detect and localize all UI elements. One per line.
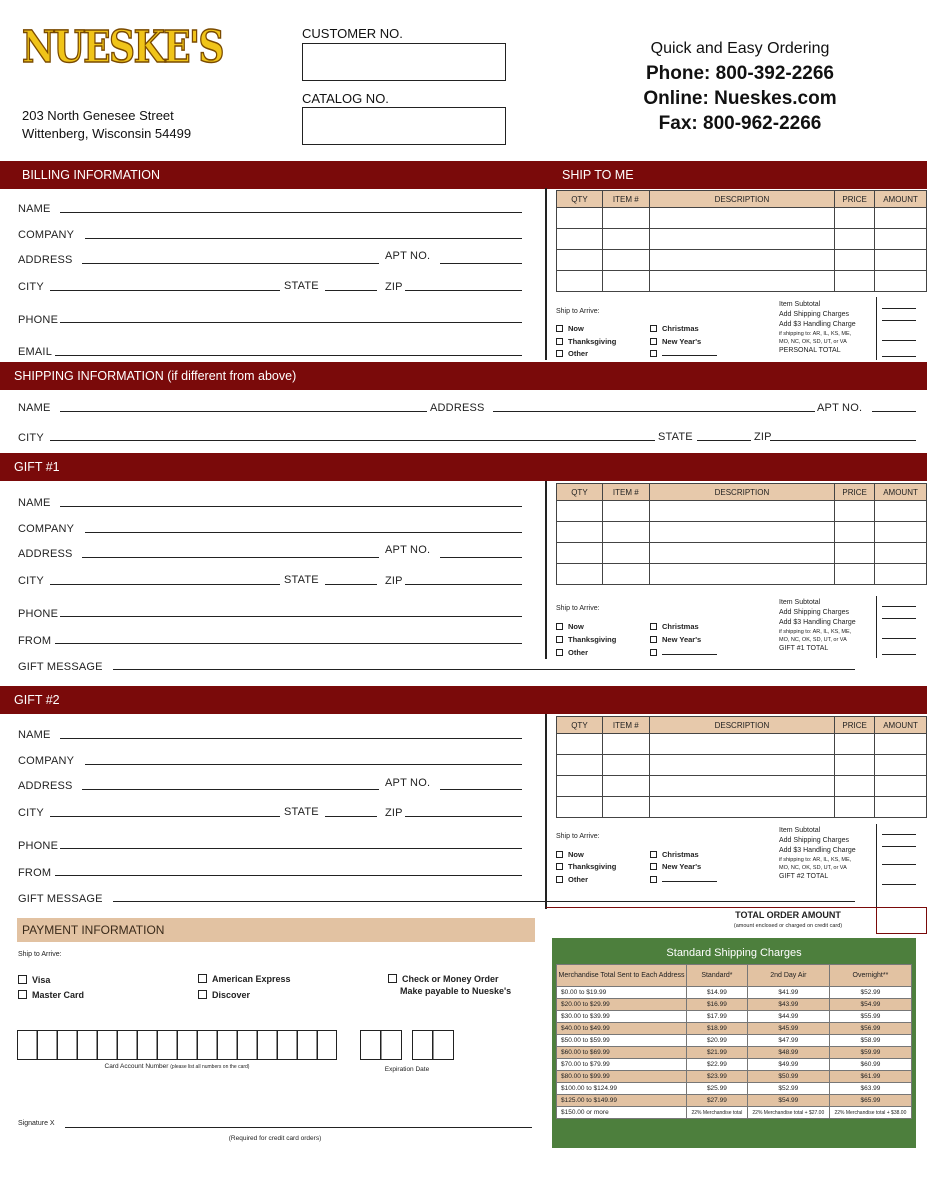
- gift1-zip-label: ZIP: [385, 575, 403, 587]
- thanksgiving-checkbox-1[interactable]: Thanksgiving: [556, 337, 616, 346]
- gift2-total-field[interactable]: [882, 884, 916, 885]
- newyear-checkbox-1[interactable]: New Year's: [650, 337, 701, 346]
- gift1-apt-field[interactable]: [440, 557, 522, 558]
- mastercard-checkbox[interactable]: Master Card: [18, 990, 84, 1000]
- subtotal-field-1[interactable]: [882, 308, 916, 309]
- signature-note: (Required for credit card orders): [228, 1135, 322, 1142]
- shipping-charges-table: Merchandise Total Sent to Each Address Standard* 2nd Day Air Overnight** $0.00 to $19.99 $14.99 $41.99 $52.99 $20.00 to $29.99 $16.99 $43.99 $54.99 $30.00 to $39.99 $17.99 $44.99 $55.99 $40.00 to $49.99 $18.99 $45.99 $56.99 $50.00 to $59.99 $20.99 $47.99 $58.99 $60.00 to $69.99 $21.99 $48.99 $59.99 $70.00 to $79.99 $22.99 $49.99 $60.99 $80.00 to $99.99 $23.99 $50.99 $61.99 $100.00 to $124.99 $25.99 $52.99 $63.99 $125.00 to $149.99 $27.99 $54.99 $65.99 $150.00 or more 22% Merchandise total 22% Merchandise total + $27.00 22% Merchandise total + $38.00: [556, 964, 912, 1119]
- gift2-phone-field[interactable]: [60, 848, 522, 849]
- billing-company-field[interactable]: [85, 238, 522, 239]
- card-number-label: Card Account Number (please list all numbers on the card): [104, 1063, 250, 1070]
- ship-apt-field[interactable]: [872, 411, 916, 412]
- order-table-gift2[interactable]: QTY ITEM # DESCRIPTION PRICE AMOUNT: [556, 716, 927, 818]
- ship-city-label: CITY: [18, 432, 44, 444]
- gift1-company-field[interactable]: [85, 532, 522, 533]
- gift2-company-label: COMPANY: [18, 755, 75, 767]
- billing-apt-field[interactable]: [440, 263, 522, 264]
- gift1-name-field[interactable]: [60, 506, 522, 507]
- ship-state-label: STATE: [658, 431, 693, 443]
- billing-zip-field[interactable]: [405, 290, 522, 291]
- shipping-row: $40.00 to $49.99 $18.99 $45.99 $56.99: [557, 1023, 912, 1035]
- thanksgiving-checkbox-2[interactable]: Thanksgiving: [556, 635, 616, 644]
- gift2-bar: GIFT #2: [0, 686, 927, 714]
- shipping-field-3[interactable]: [882, 846, 916, 847]
- billing-address-field[interactable]: [82, 263, 379, 264]
- gift1-address-label: ADDRESS: [18, 548, 73, 560]
- shipping-charges-panel: [552, 938, 916, 1148]
- billing-email-label: EMAIL: [18, 346, 53, 358]
- gift1-from-field[interactable]: [55, 643, 522, 644]
- billing-phone-field[interactable]: [60, 322, 522, 323]
- gift1-total-field[interactable]: [882, 654, 916, 655]
- gift2-state-field[interactable]: [325, 816, 377, 817]
- personal-total-field[interactable]: [882, 356, 916, 357]
- shipping-field-2[interactable]: [882, 618, 916, 619]
- shipping-charges-title: Standard Shipping Charges: [666, 947, 802, 959]
- ship-zip-label: ZIP: [754, 431, 772, 443]
- shipping-bar: SHIPPING INFORMATION (if different from above): [0, 362, 927, 390]
- billing-apt-label: APT NO.: [385, 250, 431, 262]
- fax-line: Fax: 800-962-2266: [658, 113, 822, 134]
- ship-arrive-3: Ship to Arrive:: [556, 833, 600, 840]
- handling-field-1[interactable]: [882, 340, 916, 341]
- totals-divider-2: [876, 596, 877, 658]
- date-checkbox-3[interactable]: [650, 875, 717, 884]
- gift2-from-label: FROM: [18, 867, 52, 879]
- customer-no-label: CUSTOMER NO.: [302, 26, 403, 41]
- other-checkbox-1[interactable]: Other: [556, 349, 588, 358]
- phone-line: Phone: 800-392-2266: [646, 63, 834, 84]
- gift2-zip-field[interactable]: [405, 816, 522, 817]
- gift2-city-field[interactable]: [50, 816, 280, 817]
- payment-header: PAYMENT INFORMATION: [17, 918, 535, 942]
- totals-divider-3: [876, 824, 877, 908]
- gift1-phone-label: PHONE: [18, 608, 59, 620]
- exp-year-boxes[interactable]: [412, 1030, 454, 1060]
- customer-no-field[interactable]: [302, 43, 506, 81]
- online-line: Online: Nueskes.com: [643, 88, 837, 109]
- gift2-name-field[interactable]: [60, 738, 522, 739]
- christmas-checkbox-1[interactable]: Christmas: [650, 324, 699, 333]
- now-checkbox-3[interactable]: Now: [556, 850, 584, 859]
- signature-label: Signature X: [18, 1120, 55, 1127]
- street-address: 203 North Genesee Street: [22, 108, 174, 123]
- totals-gift2: Item Subtotal Add Shipping Charges Add $3 Handling Charge if shipping to: AR, IL, KS, ME, MO, NC, OK, SD, UT, or VA GIFT #2 TOTAL: [779, 827, 856, 880]
- ship-name-label: NAME: [18, 402, 51, 414]
- ship-zip-field[interactable]: [770, 440, 916, 441]
- date-checkbox-2[interactable]: [650, 648, 717, 657]
- billing-bar: BILLING INFORMATION SHIP TO ME: [0, 161, 927, 189]
- total-order-rule: [546, 907, 876, 908]
- gift1-zip-field[interactable]: [405, 584, 522, 585]
- shipping-row: $30.00 to $39.99 $17.99 $44.99 $55.99: [557, 1011, 912, 1023]
- handling-field-3[interactable]: [882, 864, 916, 865]
- exp-label: Expiration Date: [384, 1066, 430, 1073]
- gift1-apt-label: APT NO.: [385, 544, 431, 556]
- gift1-bar: GIFT #1: [0, 453, 927, 481]
- billing-zip-label: ZIP: [385, 281, 403, 293]
- gift2-apt-field[interactable]: [440, 789, 522, 790]
- subtotal-field-2[interactable]: [882, 606, 916, 607]
- shipping-row: $100.00 to $124.99 $25.99 $52.99 $63.99: [557, 1083, 912, 1095]
- payment-ship-arrive: Ship to Arrive:: [18, 951, 62, 958]
- other-checkbox-2[interactable]: Other: [556, 648, 588, 657]
- ship-name-field[interactable]: [60, 411, 427, 412]
- shipping-row: $125.00 to $149.99 $27.99 $54.99 $65.99: [557, 1095, 912, 1107]
- christmas-checkbox-2[interactable]: Christmas: [650, 622, 699, 631]
- handling-field-2[interactable]: [882, 638, 916, 639]
- gift2-name-label: NAME: [18, 729, 51, 741]
- thanksgiving-checkbox-3[interactable]: Thanksgiving: [556, 862, 616, 871]
- gift1-address-field[interactable]: [82, 557, 379, 558]
- divider-2: [545, 481, 547, 659]
- exp-month-boxes[interactable]: [360, 1030, 402, 1060]
- shipping-row: $150.00 or more 22% Merchandise total 22% Merchandise total + $27.00 22% Merchandise total + $38.00: [557, 1107, 912, 1119]
- billing-city-label: CITY: [18, 281, 44, 293]
- totals-personal: Item Subtotal Add Shipping Charges Add $3 Handling Charge if shipping to: AR, IL, KS, ME, MO, NC, OK, SD, UT, or VA PERSONAL TOTAL: [779, 301, 856, 354]
- billing-address-label: ADDRESS: [18, 254, 73, 266]
- subtotal-field-3[interactable]: [882, 834, 916, 835]
- card-number-boxes[interactable]: [17, 1030, 337, 1060]
- divider-3: [545, 714, 547, 909]
- billing-name-label: NAME: [18, 203, 51, 215]
- divider-1: [545, 188, 547, 360]
- ship-state-field[interactable]: [697, 440, 751, 441]
- nueskes-logo: NUESKE'S: [22, 22, 223, 73]
- now-checkbox-1[interactable]: Now: [556, 324, 584, 333]
- ship-arrive-1: Ship to Arrive:: [556, 308, 600, 315]
- total-order-note: (amount enclosed or charged on credit card): [733, 923, 843, 929]
- gift1-state-label: STATE: [284, 574, 319, 586]
- billing-state-label: STATE: [284, 280, 319, 292]
- ship-apt-label: APT NO.: [817, 402, 863, 414]
- shipping-row: $80.00 to $99.99 $23.99 $50.99 $61.99: [557, 1071, 912, 1083]
- order-table-gift1[interactable]: QTY ITEM # DESCRIPTION PRICE AMOUNT: [556, 483, 927, 585]
- catalog-no-label: CATALOG NO.: [302, 91, 389, 106]
- ship-address-label: ADDRESS: [430, 402, 485, 414]
- gift2-city-label: CITY: [18, 807, 44, 819]
- shipping-row: $70.00 to $79.99 $22.99 $49.99 $60.99: [557, 1059, 912, 1071]
- gift2-address-field[interactable]: [82, 789, 379, 790]
- totals-gift1: Item Subtotal Add Shipping Charges Add $3 Handling Charge if shipping to: AR, IL, KS, ME, MO, NC, OK, SD, UT, or VA GIFT #1 TOTAL: [779, 599, 856, 652]
- ordering-title: Quick and Easy Ordering: [650, 40, 830, 57]
- gift1-city-field[interactable]: [50, 584, 280, 585]
- gift2-phone-label: PHONE: [18, 840, 59, 852]
- gift1-phone-field[interactable]: [60, 616, 522, 617]
- shipping-row: $50.00 to $59.99 $20.99 $47.99 $58.99: [557, 1035, 912, 1047]
- check-payable-note: Make payable to Nueske's: [400, 986, 512, 996]
- discover-checkbox[interactable]: Discover: [198, 990, 250, 1000]
- now-checkbox-2[interactable]: Now: [556, 622, 584, 631]
- order-table-personal[interactable]: QTY ITEM # DESCRIPTION PRICE AMOUNT: [556, 190, 927, 292]
- shipping-row: $0.00 to $19.99 $14.99 $41.99 $52.99: [557, 987, 912, 999]
- other-checkbox-3[interactable]: Other: [556, 875, 588, 884]
- christmas-checkbox-3[interactable]: Christmas: [650, 850, 699, 859]
- ship-arrive-2: Ship to Arrive:: [556, 605, 600, 612]
- check-checkbox[interactable]: Check or Money Order: [388, 974, 499, 984]
- gift2-message-field[interactable]: [113, 901, 855, 902]
- gift2-company-field[interactable]: [85, 764, 522, 765]
- gift1-message-field[interactable]: [113, 669, 855, 670]
- gift1-name-label: NAME: [18, 497, 51, 509]
- gift2-apt-label: APT NO.: [385, 777, 431, 789]
- billing-company-label: COMPANY: [18, 229, 75, 241]
- newyear-checkbox-2[interactable]: New Year's: [650, 635, 701, 644]
- ship-address-field[interactable]: [493, 411, 815, 412]
- gift1-company-label: COMPANY: [18, 523, 75, 535]
- gift1-state-field[interactable]: [325, 584, 377, 585]
- shipping-field-1[interactable]: [882, 320, 916, 321]
- billing-email-field[interactable]: [55, 355, 522, 356]
- gift1-message-label: GIFT MESSAGE: [18, 661, 103, 673]
- billing-phone-label: PHONE: [18, 314, 59, 326]
- gift2-message-label: GIFT MESSAGE: [18, 893, 103, 905]
- catalog-no-field[interactable]: [302, 107, 506, 145]
- billing-city-field[interactable]: [50, 290, 280, 291]
- gift2-zip-label: ZIP: [385, 807, 403, 819]
- total-order-label: TOTAL ORDER AMOUNT: [735, 910, 841, 920]
- gift2-address-label: ADDRESS: [18, 780, 73, 792]
- gift2-state-label: STATE: [284, 806, 319, 818]
- shipping-row: $60.00 to $69.99 $21.99 $48.99 $59.99: [557, 1047, 912, 1059]
- newyear-checkbox-3[interactable]: New Year's: [650, 862, 701, 871]
- shipping-row: $20.00 to $29.99 $16.99 $43.99 $54.99: [557, 999, 912, 1011]
- billing-state-field[interactable]: [325, 290, 377, 291]
- gift1-from-label: FROM: [18, 635, 52, 647]
- gift2-from-field[interactable]: [55, 875, 522, 876]
- ship-city-field[interactable]: [50, 440, 655, 441]
- city-address: Wittenberg, Wisconsin 54499: [22, 126, 192, 141]
- totals-divider-1: [876, 297, 877, 360]
- signature-field[interactable]: [65, 1127, 532, 1128]
- billing-name-field[interactable]: [60, 212, 522, 213]
- visa-checkbox[interactable]: Visa: [18, 975, 50, 985]
- total-order-field[interactable]: [876, 907, 927, 934]
- amex-checkbox[interactable]: American Express: [198, 974, 291, 984]
- gift1-city-label: CITY: [18, 575, 44, 587]
- date-checkbox-1[interactable]: [650, 349, 717, 358]
